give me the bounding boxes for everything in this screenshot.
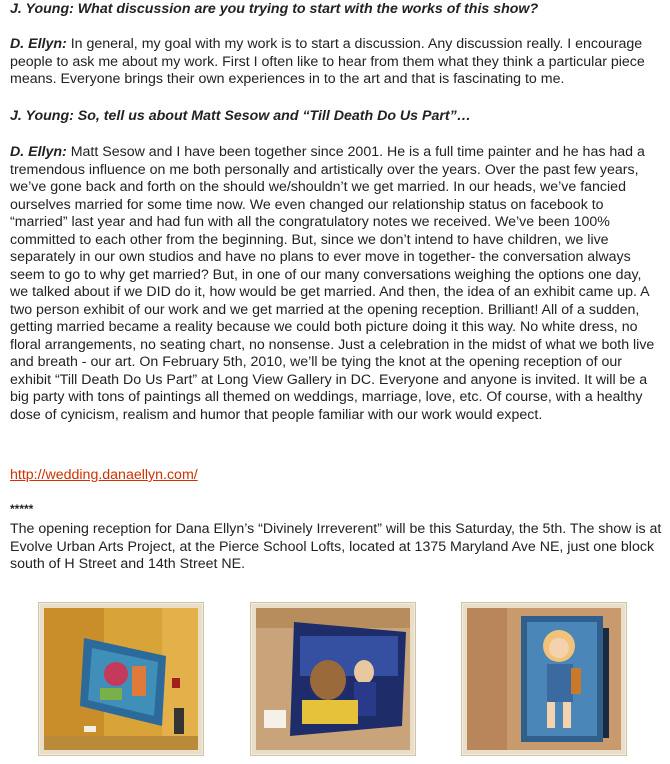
wedding-link[interactable]: http://wedding.danaellyn.com/ xyxy=(10,467,198,483)
answer-2 xyxy=(10,144,662,424)
divider-stars: ***** xyxy=(10,502,34,516)
answer-1 xyxy=(10,36,662,89)
question-2: J. Young: So, tell us about Matt Sesow and “Till Death Do Us Part”… xyxy=(10,108,471,124)
gallery-photo-2-image xyxy=(256,608,410,750)
link-paragraph xyxy=(10,467,198,485)
gallery-photo-1-image xyxy=(44,608,198,750)
answer-2-speaker: D. Ellyn: xyxy=(10,144,67,160)
gallery-photo-2[interactable] xyxy=(250,602,416,756)
gallery-photo-3[interactable] xyxy=(461,602,627,756)
answer-2-text: Matt Sesow and I have been together since 2001. He is a full time painter and he has had a tremendous influence on me both personally and artistically over the years. Over the past few years, we’ve gone back and forth on the should we/shouldn’t we get married. In our heads, we’ve fancied ourselves married for some time now. We even changed our relationship status on facebook to “married” last year and had fun with all the congratulatory notes we received. We’ve been 100% committed to each other from the beginning. But, since we don’t intend to have children, we live separately in our own studios and have no plans to ever move in together- the conversation always seem to go to why get married? But, in one of our many conversations weighing the options one day, we talked about if we DID do it, how would be get married. And then, the idea of an exhibit came up. A two person exhibit of our work and we get married at the opening reception. Brilliant! All of a sudden, getting married became a reality because we could both picture doing it this way. No white dress, no floral arrangements, no seating chart, no nonsense. Just a celebration in the midst of what we both live and breath - our art. On February 5th, 2010, we’ll be tying the knot at the opening reception of our exhibit “Till Death Do Us Part” at Long View Gallery in DC. Everyone and anyone is invited. It will be a big party with tons of paintings all themed on weddings, marriage, love, etc. Of course, with a healthy dose of cynicism, realism and humor that people familiar with our work would expect. xyxy=(10,144,655,423)
gallery-photo-1[interactable] xyxy=(38,602,204,756)
answer-1-speaker: D. Ellyn: xyxy=(10,36,67,52)
question-1: J. Young: What discussion are you trying to start with the works of this show? xyxy=(10,1,539,17)
announcement: The opening reception for Dana Ellyn’s “Divinely Irreverent” will be this Saturday, the 5th. The show is at Evolve Urban Arts Project, at the Pierce School Lofts, located at 1375 Maryland Ave NE, just one block south of H Street and 14th Street NE. xyxy=(10,521,662,572)
gallery-photo-3-image xyxy=(467,608,621,750)
answer-1-text: In general, my goal with my work is to start a discussion. Any discussion really. I encourage people to ask me about my work. First I often like to hear from them what they think a particular piece means. Everyone brings their own experiences in to the art and that is fascinating to me. xyxy=(10,36,645,87)
